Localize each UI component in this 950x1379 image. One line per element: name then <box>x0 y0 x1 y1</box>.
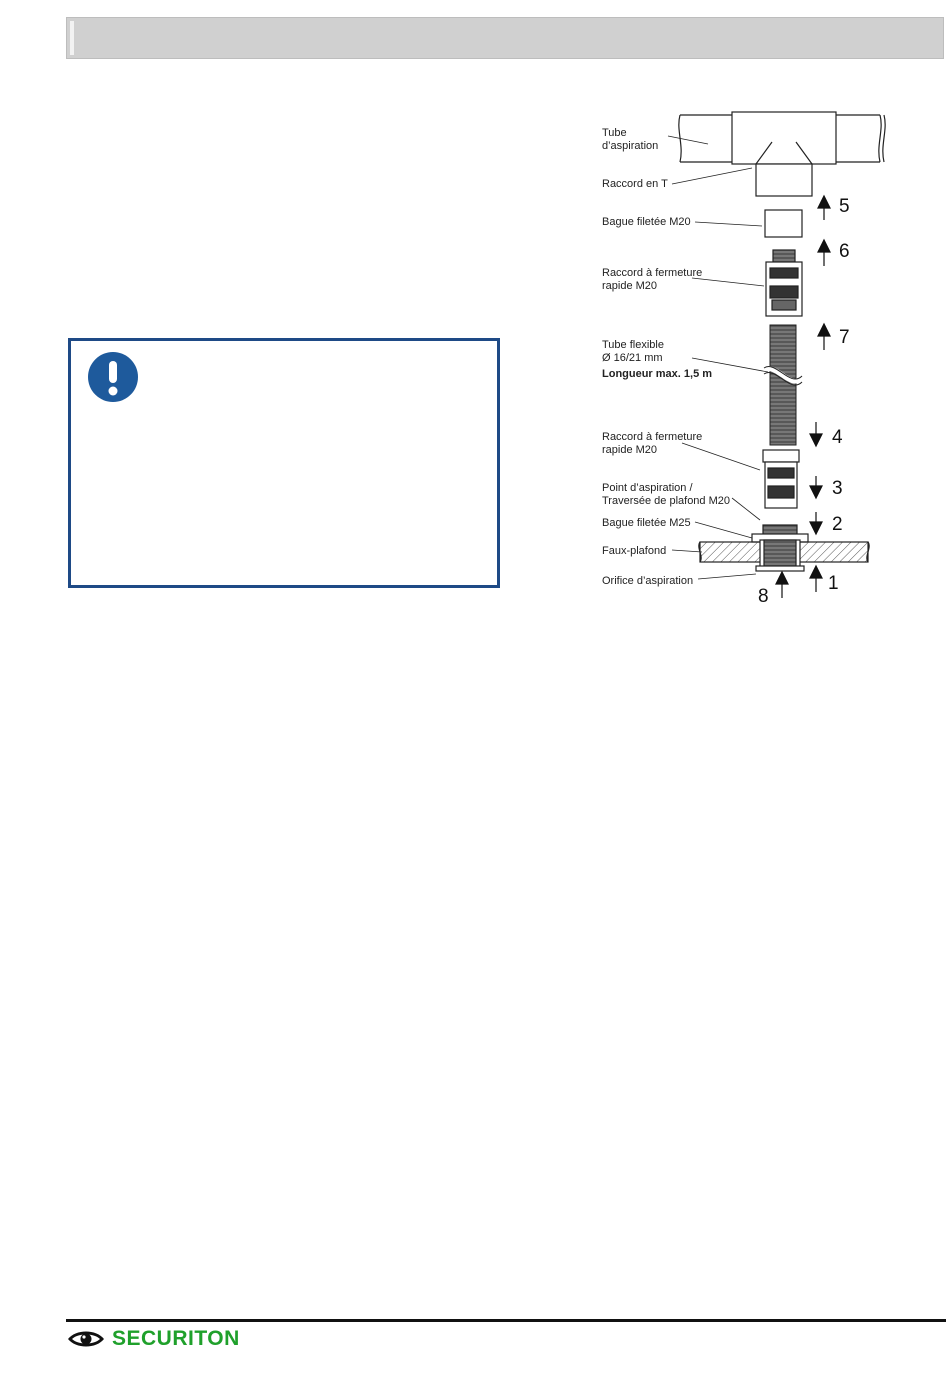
threaded-ring-m20 <box>765 210 802 237</box>
footer-rule <box>66 1319 946 1322</box>
step-4: 4 <box>832 427 843 448</box>
leader-lines <box>668 136 768 579</box>
header-accent <box>70 21 74 55</box>
step-2: 2 <box>832 514 843 535</box>
label-tube-flexible-2: Ø 16/21 mm <box>602 352 663 364</box>
label-point-aspiration-1: Point d’aspiration / <box>602 482 693 494</box>
label-raccord-rapide-bottom-1: Raccord à fermeture <box>602 431 703 443</box>
assembly-diagram <box>580 100 920 610</box>
securiton-logo <box>66 1326 240 1352</box>
label-orifice: Orifice d’aspiration <box>602 575 694 587</box>
label-raccord-rapide-bottom-2: rapide M20 <box>602 444 658 456</box>
quick-connector-top <box>766 250 802 316</box>
label-raccord-rapide-top-1: Raccord à fermeture <box>602 267 703 279</box>
step-7: 7 <box>839 327 850 348</box>
t-fitting <box>732 112 836 196</box>
step-1: 1 <box>828 573 839 594</box>
step-3: 3 <box>832 478 843 499</box>
label-aspiration: d’aspiration <box>602 140 659 152</box>
notice-box <box>68 338 500 588</box>
false-ceiling <box>699 540 869 571</box>
label-raccord-rapide-top-2: rapide M20 <box>602 280 658 292</box>
label-bague-m20: Bague filetée M20 <box>602 216 691 228</box>
label-faux-plafond: Faux-plafond <box>602 545 667 557</box>
label-bague-m25: Bague filetée M25 <box>602 517 691 529</box>
logo-text: SECURITON <box>112 1327 240 1350</box>
label-tube-flexible-1: Tube flexible <box>602 339 664 351</box>
label-longueur: Longueur max. 1,5 m <box>602 368 713 380</box>
label-point-aspiration-2: Traversée de plafond M20 <box>602 495 730 507</box>
eye-icon <box>66 1328 106 1350</box>
step-6: 6 <box>839 241 850 262</box>
label-raccord-t: Raccord en T <box>602 178 668 190</box>
flexible-tube <box>764 325 802 445</box>
header-bar <box>66 17 944 59</box>
step-5: 5 <box>839 196 850 217</box>
exclamation-icon <box>87 351 139 403</box>
step-8: 8 <box>758 586 769 607</box>
quick-connector-bottom <box>763 450 799 508</box>
label-tube: Tube <box>602 127 627 139</box>
